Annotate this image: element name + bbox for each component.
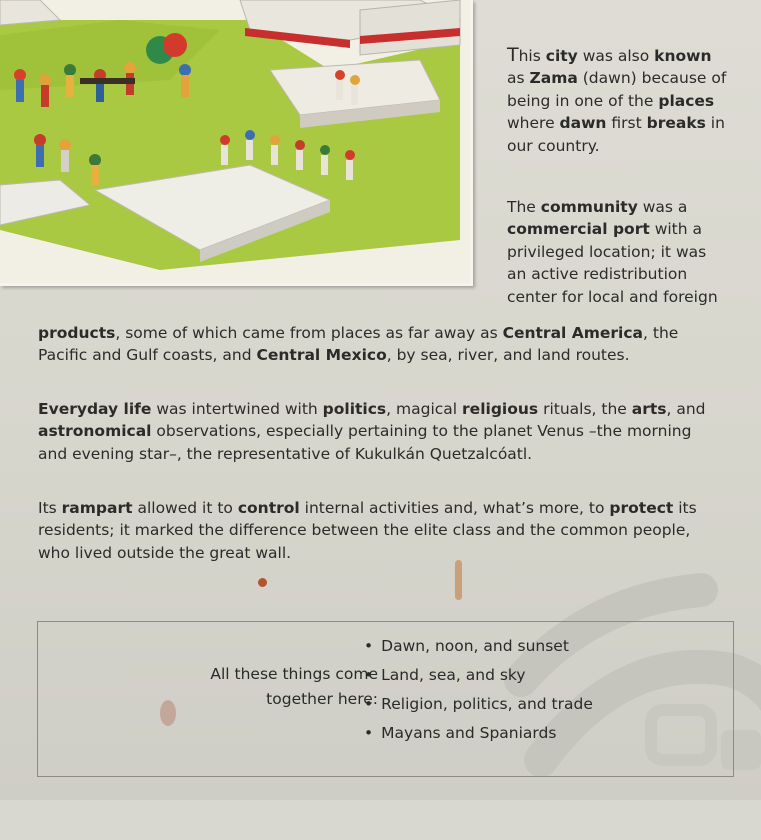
rust-stain <box>258 578 267 587</box>
summary-item: • Mayans and Spaniards <box>364 719 593 748</box>
summary-item: • Religion, politics, and trade <box>364 690 593 719</box>
summary-label: All these things come together here: <box>210 665 378 708</box>
summary-box <box>37 621 734 777</box>
ceremony-illustration <box>0 0 470 283</box>
intro-paragraph: This city was also known as Zama (dawn) because of being in one of the places where dawn first breaks in our country. <box>507 44 727 155</box>
illustration-frame <box>0 0 473 286</box>
drip-stain <box>455 560 462 600</box>
summary-item: • Land, sea, and sky <box>364 661 593 690</box>
summary-list <box>364 632 593 748</box>
community-paragraph-top: The community was a commercial port with a privileged location; it was an active redistribution center for local and foreign <box>507 198 718 306</box>
summary-item: • Dawn, noon, and sunset <box>364 632 593 661</box>
community-paragraph-bottom: products, some of which came from places as far away as Central America, the Pacific and Gulf coasts, and Central Mexico, by sea, river, and land routes. <box>38 324 679 365</box>
rampart-paragraph: Its rampart allowed it to control internal activities and, what’s more, to protect its residents; it marked the difference between the elite class and the common people, who lived outside the great wall. <box>38 499 697 562</box>
everyday-life-paragraph: Everyday life was intertwined with politics, magical religious rituals, the arts, and astronomical observations, especially pertaining to the planet Venus –the morning and evening star–, the representative of Kukulkán Quetzalcóatl. <box>38 400 706 463</box>
